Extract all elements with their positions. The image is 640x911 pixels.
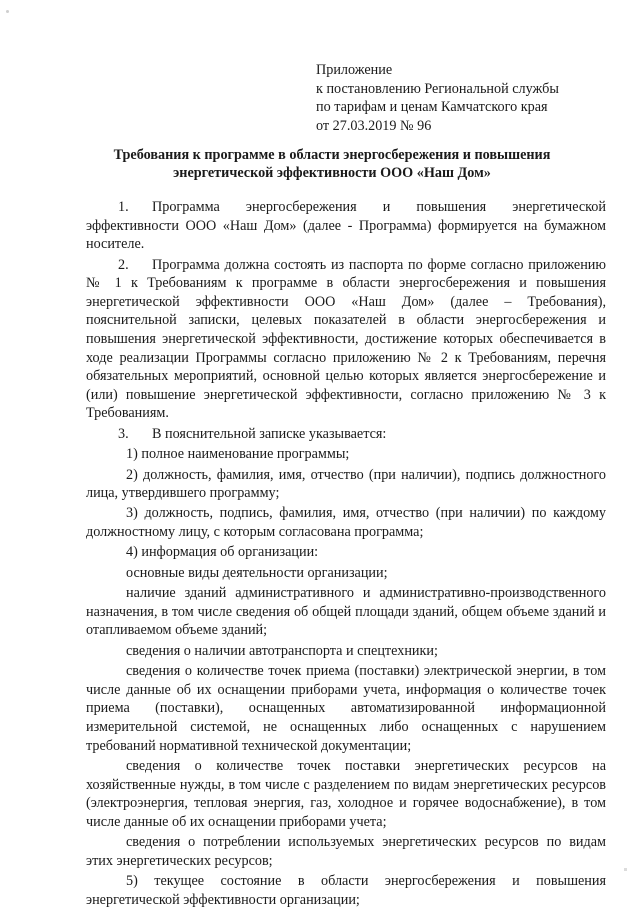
document-title: Требования к программе в области энергосбережения и повышения энергетической эффективности ООО «Наш Дом»: [113, 147, 551, 182]
numbered-paragraph: [86, 425, 606, 444]
document-body: [86, 198, 606, 911]
list-line: 1) полное наименование программы;: [126, 446, 350, 463]
appendix-line: по тарифам и ценам Камчатского края: [316, 99, 548, 116]
paragraph-text: Программа должна состоять из паспорта по форме согласно приложению № 1 к Требованиям к программе в области энергосбережения и повышения энергетической эффективности ООО «Наш Дом» (далее – Требования), пояснительной записки, целевых показателей в области энергосбережения и повышения энергетической эффективности, достижение которых обеспечивается в ходе реализации Программы согласно приложению № 2 к Требованиям, перечня обязательных мероприятий, основной целью которых является энергосбережение и (или) повышение энергетической эффективности, согласно приложению № 3 к Требованиям.: [86, 256, 606, 422]
paragraph-number: 3.: [118, 425, 129, 442]
appendix-header: [316, 61, 616, 135]
list-line: сведения о количестве точек поставки энергетических ресурсов на хозяйственные нужды, в том числе с разделением по видам энергетических ресурсов (электроэнергия, тепловая энергия, газ, холодное и горячее водоснабжение), в том числе данные об их оснащении приборами учета;: [86, 757, 606, 830]
list-line: сведения о количестве точек приема (поставки) электрической энергии, в том числе данные об их оснащении приборами учета, информация о количестве точек приема (поставки), оснащенных автоматизированной информационной измерительной системой, не оснащенных либо оснащенных с нарушением требований нормативной технической документации;: [86, 663, 606, 754]
paragraph-text: В пояснительной записке указывается:: [152, 425, 387, 442]
list-line: сведения о потреблении используемых энергетических ресурсов по видам этих энергетических ресурсов;: [86, 834, 606, 869]
appendix-line: к постановлению Региональной службы: [316, 80, 559, 97]
numbered-paragraph: [86, 256, 606, 423]
scan-mark: [6, 10, 9, 13]
list-line: наличие зданий административного и административно-производственного назначения, в том числе сведения об общей площади зданий, общем объеме зданий и отапливаемом объеме зданий;: [86, 585, 606, 639]
list-line: 2) должность, фамилия, имя, отчество (при наличии), подпись должностного лица, утвердившего программу;: [86, 466, 606, 502]
numbered-paragraph: [86, 198, 606, 254]
scan-mark: [624, 868, 627, 871]
appendix-line: Приложение: [316, 62, 393, 78]
list-line: 5) текущее состояние в области энергосбережения и повышения энергетической эффективности организации;: [86, 873, 606, 908]
list-line: основные виды деятельности организации;: [126, 564, 388, 581]
appendix-line: от 27.03.2019 № 96: [316, 117, 432, 134]
paragraph-number: 2.: [118, 256, 129, 273]
list-line: 4) информация об организации:: [126, 544, 319, 561]
paragraph-text: Программа энергосбережения и повышения энергетической эффективности ООО «Наш Дом» (далее - Программа) формируется на бумажном носителе.: [86, 199, 606, 253]
paragraph-number: 1.: [118, 199, 129, 215]
list-line: 3) должность, подпись, фамилия, имя, отчество (при наличии) по каждому должностному лицу, с которым согласована программа;: [86, 505, 606, 541]
list-line: сведения о наличии автотранспорта и спецтехники;: [126, 642, 438, 659]
